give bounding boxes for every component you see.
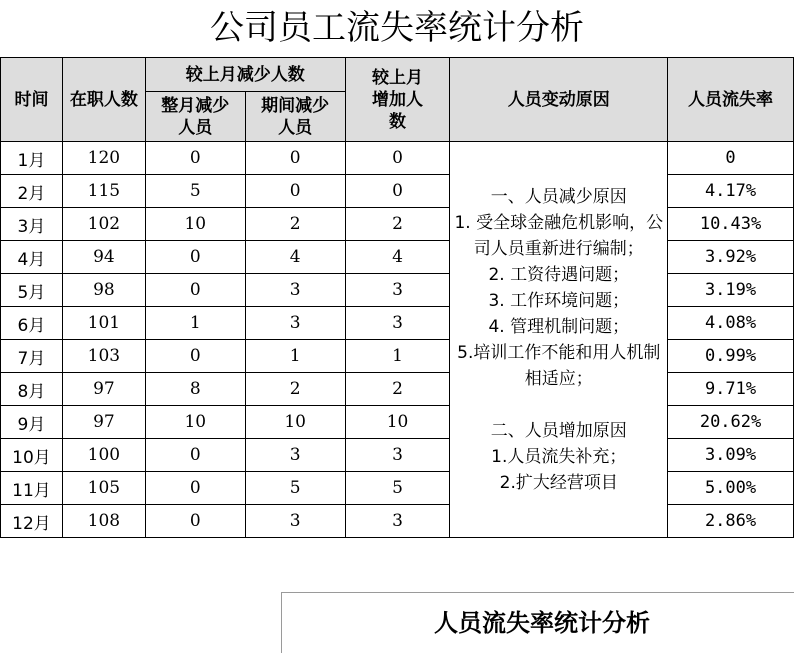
header-decrease-period: 期间减少人员 bbox=[245, 92, 345, 142]
turnover-rate-cell: 2.86% bbox=[668, 505, 794, 538]
decrease-period-cell: 0 bbox=[245, 175, 345, 208]
decrease-reason-item: 4. 管理机制问题； bbox=[488, 316, 630, 337]
decrease-reason-item: 2. 工资待遇问题； bbox=[488, 264, 630, 285]
decrease-period-cell: 10 bbox=[245, 406, 345, 439]
table-row bbox=[1, 307, 794, 340]
month-cell: 3月 bbox=[1, 208, 63, 241]
header-decrease-group: 较上月减少人数 bbox=[145, 58, 345, 92]
header-rate: 人员流失率 bbox=[668, 58, 794, 142]
month-cell: 8月 bbox=[1, 373, 63, 406]
table-row bbox=[1, 439, 794, 472]
employed-cell: 103 bbox=[62, 340, 145, 373]
increase-cell: 4 bbox=[345, 241, 450, 274]
header-decrease-month: 整月减少人员 bbox=[145, 92, 245, 142]
table-body bbox=[1, 142, 794, 538]
turnover-rate-cell: 3.19% bbox=[668, 274, 794, 307]
increase-reason-item: 2.扩大经营项目 bbox=[499, 472, 618, 493]
table-row bbox=[1, 175, 794, 208]
decrease-month-cell: 0 bbox=[145, 142, 245, 175]
decrease-reason-item: 3. 工作环境问题； bbox=[488, 290, 630, 311]
month-cell: 7月 bbox=[1, 340, 63, 373]
decrease-period-cell: 3 bbox=[245, 307, 345, 340]
increase-cell: 3 bbox=[345, 307, 450, 340]
decrease-period-cell: 3 bbox=[245, 274, 345, 307]
month-cell: 11月 bbox=[1, 472, 63, 505]
employed-cell: 101 bbox=[62, 307, 145, 340]
employed-cell: 105 bbox=[62, 472, 145, 505]
table-row bbox=[1, 274, 794, 307]
decrease-period-cell: 1 bbox=[245, 340, 345, 373]
turnover-rate-cell: 3.92% bbox=[668, 241, 794, 274]
chart-title: 人员流失率统计分析 bbox=[434, 608, 650, 637]
decrease-month-cell: 10 bbox=[145, 406, 245, 439]
reason-spacer bbox=[450, 392, 667, 418]
turnover-rate-cell: 10.43% bbox=[668, 208, 794, 241]
employed-cell: 94 bbox=[62, 241, 145, 274]
increase-cell: 3 bbox=[345, 274, 450, 307]
employed-cell: 100 bbox=[62, 439, 145, 472]
increase-cell: 2 bbox=[345, 208, 450, 241]
increase-cell: 0 bbox=[345, 142, 450, 175]
decrease-reason-item: 1. 受全球金融危机影响，公司人员重新进行编制； bbox=[454, 212, 664, 259]
month-cell: 2月 bbox=[1, 175, 63, 208]
increase-cell: 3 bbox=[345, 439, 450, 472]
table-row bbox=[1, 142, 794, 175]
increase-cell: 2 bbox=[345, 373, 450, 406]
employed-cell: 97 bbox=[62, 373, 145, 406]
month-cell: 4月 bbox=[1, 241, 63, 274]
decrease-period-cell: 5 bbox=[245, 472, 345, 505]
decrease-month-cell: 0 bbox=[145, 274, 245, 307]
table-row bbox=[1, 472, 794, 505]
decrease-reason-item: 5.培训工作不能和用人机制相适应； bbox=[457, 342, 661, 389]
table-row bbox=[1, 505, 794, 538]
page-title: 公司员工流失率统计分析 bbox=[210, 8, 584, 48]
turnover-rate-cell: 0.99% bbox=[668, 340, 794, 373]
increase-cell: 0 bbox=[345, 175, 450, 208]
decrease-month-cell: 0 bbox=[145, 241, 245, 274]
decrease-period-cell: 3 bbox=[245, 439, 345, 472]
turnover-rate-cell: 9.71% bbox=[668, 373, 794, 406]
table-row bbox=[1, 241, 794, 274]
employed-cell: 97 bbox=[62, 406, 145, 439]
increase-reason-item: 1.人员流失补充； bbox=[491, 446, 627, 467]
month-cell: 1月 bbox=[1, 142, 63, 175]
employed-cell: 98 bbox=[62, 274, 145, 307]
turnover-rate-cell: 0 bbox=[668, 142, 794, 175]
turnover-rate-cell: 20.62% bbox=[668, 406, 794, 439]
decrease-month-cell: 10 bbox=[145, 208, 245, 241]
month-cell: 9月 bbox=[1, 406, 63, 439]
table-row bbox=[1, 340, 794, 373]
month-cell: 10月 bbox=[1, 439, 63, 472]
decrease-period-cell: 3 bbox=[245, 505, 345, 538]
chart-panel bbox=[281, 592, 794, 653]
decrease-reason-heading: 一、人员减少原因 bbox=[490, 186, 627, 207]
increase-reason-heading: 二、人员增加原因 bbox=[490, 420, 627, 441]
increase-cell: 10 bbox=[345, 406, 450, 439]
decrease-month-cell: 8 bbox=[145, 373, 245, 406]
employed-cell: 108 bbox=[62, 505, 145, 538]
increase-cell: 1 bbox=[345, 340, 450, 373]
table-row bbox=[1, 406, 794, 439]
month-cell: 5月 bbox=[1, 274, 63, 307]
turnover-rate-cell: 4.17% bbox=[668, 175, 794, 208]
decrease-period-cell: 0 bbox=[245, 142, 345, 175]
header-time: 时间 bbox=[1, 58, 63, 142]
month-cell: 12月 bbox=[1, 505, 63, 538]
turnover-rate-cell: 3.09% bbox=[668, 439, 794, 472]
turnover-table bbox=[0, 57, 794, 538]
turnover-rate-cell: 4.08% bbox=[668, 307, 794, 340]
decrease-month-cell: 0 bbox=[145, 472, 245, 505]
decrease-period-cell: 2 bbox=[245, 373, 345, 406]
employed-cell: 102 bbox=[62, 208, 145, 241]
change-reasons-cell bbox=[450, 142, 668, 538]
header-employed: 在职人数 bbox=[62, 58, 145, 142]
header-increase: 较上月增加人数 bbox=[345, 58, 450, 142]
decrease-month-cell: 1 bbox=[145, 307, 245, 340]
table-row bbox=[1, 373, 794, 406]
employed-cell: 115 bbox=[62, 175, 145, 208]
month-cell: 6月 bbox=[1, 307, 63, 340]
table-row bbox=[1, 208, 794, 241]
decrease-month-cell: 0 bbox=[145, 505, 245, 538]
decrease-period-cell: 4 bbox=[245, 241, 345, 274]
header-reason: 人员变动原因 bbox=[450, 58, 668, 142]
decrease-month-cell: 5 bbox=[145, 175, 245, 208]
increase-cell: 5 bbox=[345, 472, 450, 505]
decrease-month-cell: 0 bbox=[145, 340, 245, 373]
decrease-period-cell: 2 bbox=[245, 208, 345, 241]
decrease-month-cell: 0 bbox=[145, 439, 245, 472]
employed-cell: 120 bbox=[62, 142, 145, 175]
turnover-rate-cell: 5.00% bbox=[668, 472, 794, 505]
increase-cell: 3 bbox=[345, 505, 450, 538]
